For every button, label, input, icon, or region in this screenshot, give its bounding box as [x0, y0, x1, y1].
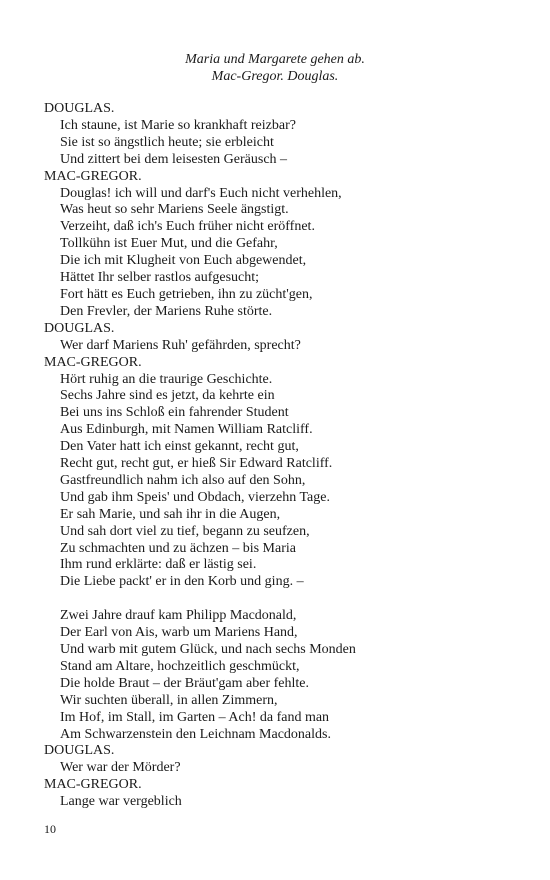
page-number: 10 — [44, 822, 56, 836]
stage-direction-line: Mac-Gregor. Douglas. — [211, 69, 339, 84]
verse-line: Stand am Altare, hochzeitlich geschmückt, — [60, 658, 300, 674]
speaker-name: DOUGLAS. — [44, 320, 115, 336]
verse-line: Und sah dort viel zu tief, begann zu seufzen, — [60, 523, 310, 539]
verse-line: Sie ist so ängstlich heute; sie erbleicht — [60, 134, 274, 150]
speaker-name: MAC-GREGOR. — [44, 777, 142, 793]
verse-line: Am Schwarzenstein den Leichnam Macdonalds. — [60, 726, 331, 742]
stage-direction — [0, 51, 550, 85]
verse-line: Wer darf Mariens Ruh' gefährden, sprecht? — [60, 337, 301, 353]
verse-line: Recht gut, recht gut, er hieß Sir Edward Ratcliff. — [60, 456, 333, 472]
verse-line: Hättet Ihr selber rastlos aufgesucht; — [60, 270, 260, 286]
speaker-name: DOUGLAS. — [44, 101, 115, 116]
verse-line: Hört ruhig an die traurige Geschichte. — [60, 371, 273, 387]
verse-line: Lange war vergeblich — [60, 794, 182, 810]
verse-line: Und zittert bei dem leisesten Geräusch – — [60, 151, 288, 167]
verse-line: Wer war der Mörder? — [60, 760, 181, 776]
verse-line: Der Earl von Ais, warb um Mariens Hand, — [60, 625, 298, 641]
verse-line: Die holde Braut – der Bräut'gam aber fehlte. — [60, 675, 309, 691]
verse-line: Tollkühn ist Euer Mut, und die Gefahr, — [60, 236, 278, 252]
verse-line: Aus Edinburgh, mit Namen William Ratcliff. — [60, 422, 313, 438]
speaker-name: MAC-GREGOR. — [44, 354, 142, 370]
stage-direction-line: Maria und Margarete gehen ab. — [185, 52, 365, 67]
verse-line: Ihm rund erklärte: daß er lästig sei. — [60, 557, 257, 573]
verse-line: Die Liebe packt' er in den Korb und ging. – — [60, 574, 304, 590]
verse-line: Verzeiht, daß ich's Euch früher nicht eröffnet. — [60, 219, 315, 235]
speaker-name: DOUGLAS. — [44, 743, 115, 759]
verse-line: Douglas! ich will und darf's Euch nicht verhehlen, — [60, 185, 342, 201]
verse-line: Den Frevler, der Mariens Ruhe störte. — [60, 303, 273, 319]
verse-line: Bei uns ins Schloß ein fahrender Student — [60, 405, 289, 421]
verse-line: Im Hof, im Stall, im Garten – Ach! da fand man — [60, 709, 330, 725]
verse-line: Und warb mit gutem Glück, und nach sechs Monden — [60, 641, 356, 657]
verse-line: Wir suchten überall, in allen Zimmern, — [60, 692, 278, 708]
verse-line: Zwei Jahre drauf kam Philipp Macdonald, — [60, 608, 297, 624]
dialogue-text — [44, 101, 524, 811]
verse-line: Fort hätt es Euch getrieben, ihn zu zücht'gen, — [60, 286, 313, 302]
verse-line: Gastfreundlich nahm ich also auf den Sohn, — [60, 472, 306, 488]
verse-line: Und gab ihm Speis' und Obdach, vierzehn Tage. — [60, 489, 330, 505]
verse-line: Zu schmachten und zu ächzen – bis Maria — [60, 540, 296, 556]
verse-line: Sechs Jahre sind es jetzt, da kehrte ein — [60, 388, 275, 404]
verse-line: Die ich mit Klugheit von Euch abgewendet, — [60, 253, 307, 269]
verse-line: Ich staune, ist Marie so krankhaft reizbar? — [60, 117, 296, 133]
verse-line: Was heut so sehr Mariens Seele ängstigt. — [60, 202, 289, 218]
stanza-break — [44, 591, 524, 608]
speaker-name: MAC-GREGOR. — [44, 168, 142, 184]
verse-line: Er sah Marie, und sah ihr in die Augen, — [60, 506, 281, 522]
verse-line: Den Vater hatt ich einst gekannt, recht gut, — [60, 439, 299, 455]
